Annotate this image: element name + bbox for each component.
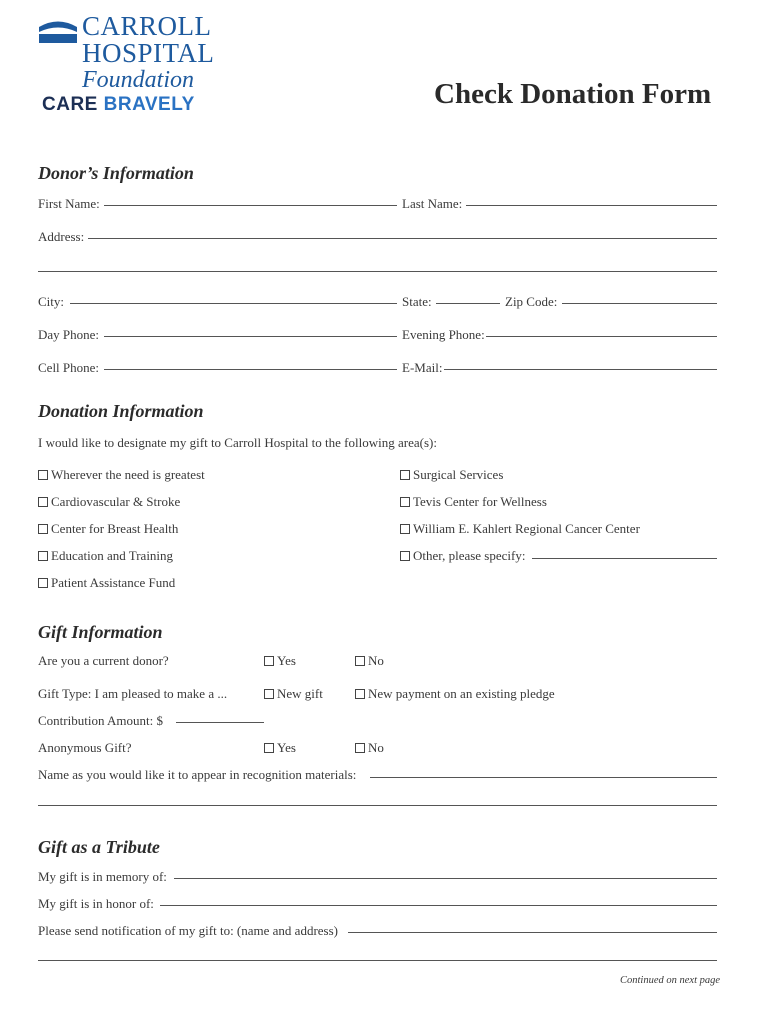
option-cancer-center[interactable] [400,521,640,537]
donation-intro: I would like to designate my gift to Carroll Hospital to the following area(s): [38,435,437,450]
day-phone-label: Day Phone: [38,327,100,342]
other-specify-field[interactable] [532,558,717,559]
notification-field[interactable] [348,932,717,933]
checkbox[interactable] [400,470,410,480]
current-donor-no[interactable] [355,653,384,669]
logo-text-foundation: Foundation [82,67,194,93]
address-label: Address: [38,229,85,244]
current-donor-yes[interactable] [264,653,296,669]
option-education[interactable] [38,548,173,564]
option-cardiovascular[interactable] [38,494,180,510]
address-field-line2[interactable] [38,271,717,272]
logo-text-carroll: CARROLL [82,11,212,41]
tagline-bravely: BRAVELY [103,94,195,115]
state-field[interactable] [436,303,500,304]
gift-type-pledge[interactable] [355,686,555,702]
checkbox[interactable] [400,497,410,507]
recognition-name-field-line2[interactable] [38,805,717,806]
option-label: New gift [277,686,323,701]
option-patient-assistance[interactable] [38,575,175,591]
option-label: No [368,653,384,668]
anonymous-label: Anonymous Gift? [38,740,132,755]
last-name-field[interactable] [466,205,717,206]
option-tevis[interactable] [400,494,547,510]
checkbox[interactable] [38,578,48,588]
checkbox[interactable] [264,689,274,699]
continued-note: Continued on next page [620,975,721,986]
checkbox[interactable] [38,470,48,480]
gift-heading: Gift Information [38,622,163,642]
address-field[interactable] [88,238,717,239]
current-donor-label: Are you a current donor? [38,653,169,668]
option-label: Wherever the need is greatest [51,467,205,482]
tagline-care: CARE [42,94,98,115]
zip-field[interactable] [562,303,717,304]
checkbox[interactable] [355,743,365,753]
checkbox[interactable] [38,497,48,507]
honor-field[interactable] [160,905,717,906]
gift-type-new[interactable] [264,686,323,702]
checkbox[interactable] [264,743,274,753]
anonymous-no[interactable] [355,740,384,756]
first-name-field[interactable] [104,205,397,206]
notification-label: Please send notification of my gift to: (name and address) [38,923,339,938]
option-label: William E. Kahlert Regional Cancer Center [413,521,640,536]
memory-field[interactable] [174,878,717,879]
option-label: Patient Assistance Fund [51,575,176,590]
option-label: Other, please specify: [413,548,526,563]
checkbox[interactable] [400,524,410,534]
option-breast-health[interactable] [38,521,178,537]
checkbox[interactable] [38,524,48,534]
donation-heading: Donation Information [38,401,204,421]
state-label: State: [402,294,432,309]
option-label: Cardiovascular & Stroke [51,494,181,509]
day-phone-field[interactable] [104,336,397,337]
zip-label: Zip Code: [505,294,558,309]
memory-label: My gift is in memory of: [38,869,167,884]
option-label: Education and Training [51,548,174,563]
honor-label: My gift is in honor of: [38,896,154,911]
option-surgical[interactable] [400,467,503,483]
email-label: E-Mail: [402,360,443,375]
logo-swoosh-icon [38,18,78,44]
donor-heading: Donor’s Information [38,163,194,183]
option-label: Center for Breast Health [51,521,179,536]
gift-type-label: Gift Type: I am pleased to make a ... [38,686,228,701]
checkbox[interactable] [264,656,274,666]
option-other[interactable] [400,548,525,564]
option-label: New payment on an existing pledge [368,686,555,701]
cell-phone-field[interactable] [104,369,397,370]
tagline [42,94,195,116]
contribution-field[interactable] [176,722,264,723]
first-name-label: First Name: [38,196,100,211]
checkbox[interactable] [355,656,365,666]
cell-phone-label: Cell Phone: [38,360,100,375]
evening-phone-field[interactable] [486,336,717,337]
option-wherever-need[interactable] [38,467,205,483]
contribution-label: Contribution Amount: $ [38,713,163,728]
option-label: Yes [277,740,296,755]
checkbox[interactable] [38,551,48,561]
notification-field-line2[interactable] [38,960,717,961]
option-label: Surgical Services [413,467,504,482]
option-label: Yes [277,653,296,668]
checkbox[interactable] [355,689,365,699]
tribute-heading: Gift as a Tribute [38,837,160,857]
anonymous-yes[interactable] [264,740,296,756]
city-field[interactable] [70,303,397,304]
recognition-name-label: Name as you would like it to appear in recognition materials: [38,767,357,782]
page-title: Check Donation Form [434,78,712,110]
logo-text-hospital: HOSPITAL [82,38,215,68]
city-label: City: [38,294,65,309]
email-field[interactable] [444,369,717,370]
option-label: Tevis Center for Wellness [413,494,547,509]
evening-phone-label: Evening Phone: [402,327,485,342]
checkbox[interactable] [400,551,410,561]
option-label: No [368,740,384,755]
recognition-name-field[interactable] [370,777,717,778]
last-name-label: Last Name: [402,196,463,211]
